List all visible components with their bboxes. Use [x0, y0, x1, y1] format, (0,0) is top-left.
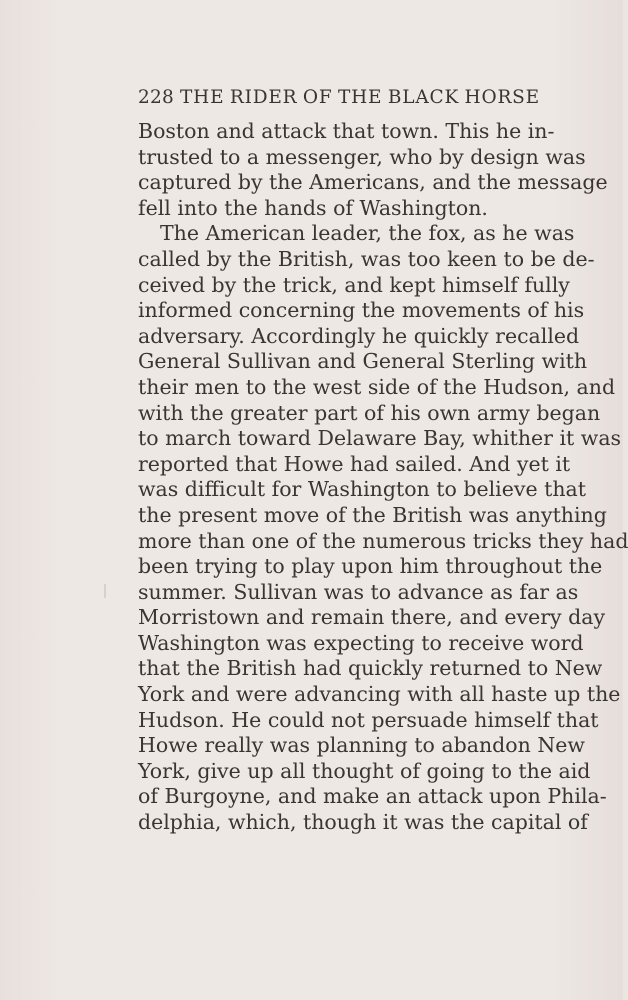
text-line: General Sullivan and General Sterling with	[138, 349, 588, 374]
text-line: fell into the hands of Washington.	[138, 195, 488, 220]
text-line: Morristown and remain there, and every day	[138, 605, 606, 630]
text-line: Boston and attack that town. This he in-	[138, 119, 555, 143]
text-line: Hudson. He could not persuade himself that	[138, 707, 599, 732]
book-title	[180, 86, 540, 110]
title-word: THE	[337, 87, 383, 108]
page-number: 228	[138, 87, 174, 108]
text-line: Howe really was planning to abandon New	[138, 733, 585, 758]
text-line: delphia, which, though it was the capital of	[138, 810, 588, 835]
text-line: Washington was expecting to receive word	[138, 630, 584, 655]
title-word: OF	[302, 87, 333, 108]
text-line: of Burgoyne, and make an attack upon Phila-	[138, 784, 607, 809]
title-word: HORSE	[464, 87, 540, 108]
text-line: that the British had quickly returned to New	[138, 656, 603, 681]
running-head	[138, 86, 540, 110]
text-line: captured by the Americans, and the message	[138, 170, 608, 195]
title-word: THE	[180, 87, 225, 108]
text-line: with the greater part of his own army began	[138, 400, 601, 425]
title-word: BLACK	[387, 87, 460, 108]
text-line: informed concerning the movements of his	[138, 298, 585, 323]
text-line: more than one of the numerous tricks they had	[138, 528, 628, 553]
text-line: the present move of the British was anything	[138, 502, 607, 527]
text-line: ceived by the trick, and kept himself fully	[138, 272, 570, 297]
text-line: called by the British, was too keen to be de-	[138, 246, 595, 271]
text-line: their men to the west side of the Hudson, and	[138, 374, 616, 399]
paragraph-first-line: The American leader, the fox, as he was	[160, 221, 575, 246]
body-text	[138, 119, 628, 836]
text-line: to march toward Delaware Bay, whither it was	[138, 426, 622, 451]
text-line: adversary. Accordingly he quickly recalled	[138, 323, 580, 348]
text-line: York and were advancing with all haste up the	[138, 682, 621, 707]
text-line: been trying to play upon him throughout the	[138, 554, 603, 579]
text-line: trusted to a messenger, who by design was	[138, 144, 586, 169]
page-blemish	[104, 584, 106, 598]
title-word: RIDER	[229, 87, 298, 108]
text-line: York, give up all thought of going to the aid	[138, 758, 591, 783]
text-line: was difficult for Washington to believe that	[138, 477, 586, 502]
text-line: reported that Howe had sailed. And yet it	[138, 451, 571, 476]
text-line: summer. Sullivan was to advance as far as	[138, 579, 579, 604]
